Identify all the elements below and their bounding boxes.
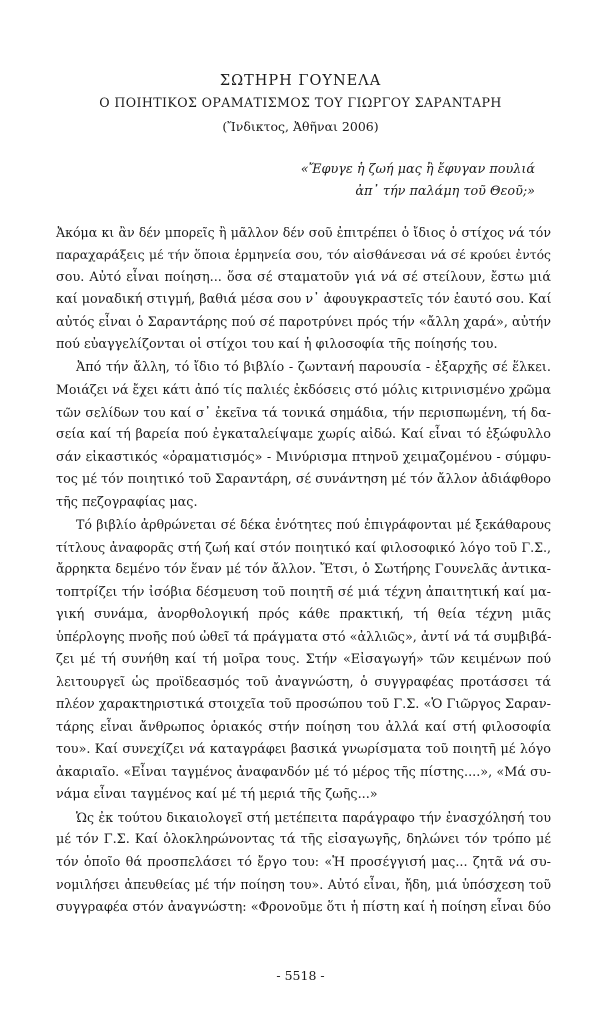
text-line: ἀκαριαῖο. «Εἶναι ταγμένος ἀναφανδόν μέ τό μέρος τῆς πίστης....», «Μά συ- (56, 765, 551, 780)
article-title: Ο ΠΟΙΗΤΙΚΟΣ ΟΡΑΜΑΤΙΣΜΟΣ ΤΟΥ ΓΙΩΡΓΟΥ ΣΑΡΑΝΤΑΡΗ (99, 95, 502, 110)
text-line: τοπτρίζει τήν ἰσόβια δέσμευση τοῦ ποιητῆ σέ μιά τέχνη ἀπαιτητική καί μα- (56, 585, 551, 600)
text-line: πλέον χαρακτηριστικά στοιχεῖα τοῦ προσώπου τοῦ Γ.Σ. «Ὁ Γιῶργος Σαραν- (56, 697, 551, 712)
page-number: - 5518 - (276, 968, 325, 983)
text-line: νομιλήσει ἀπευθείας μέ τήν ποίηση του». Αὐτό εἶναι, ἤδη, μιά ὑπόσχεση τοῦ (56, 877, 551, 892)
text-line: τάρης εἶναι ἄνθρωπος ὁριακός στήν ποίηση του ἀλλά καί στή φιλοσοφία (56, 720, 551, 735)
text-line: πού εὐαγγελίζονται οἱ στίχοι του καί ἡ φιλοσοφία τῆς ποίησής του. (56, 337, 498, 352)
text-line: γική συνάμα, ἀνορθολογική πρός κάθε πρακτική, τή θεία τέχνη μιᾶς (56, 607, 551, 622)
text-line: ὑπέρλογης πνοῆς πού ὠθεῖ τά πράγματα στό «ἀλλιῶς», ἀντί νά τά συμβιβά- (56, 630, 552, 645)
text-line: Μοιάζει νά ἔχει κάτι ἀπό τίς παλιές ἐκδόσεις στό μόλις κιτρινισμένο χρῶμα (56, 382, 551, 397)
epigraph-line: «Ἔφυγε ἡ ζωή μας ἢ ἔφυγαν πουλιά (300, 162, 535, 177)
author-heading: ΣΩΤΗΡΗ ΓΟΥΝΕΛΑ (219, 73, 382, 89)
text-line: Ἀκόμα κι ἂν δέν μπορεῖς ἢ μᾶλλον δέν σοῦ ἐπιτρέπει ὁ ἴδιος ὁ στίχος νά τόν (56, 225, 551, 240)
text-line: του». Καί συνεχίζει νά καταγράφει βασικά γνωρίσματα τοῦ ποιητῆ μέ λόγο (56, 742, 551, 757)
text-line: ζει μέ τή συνήθη καί τή μοῖρα τους. Στήν «Εἰσαγωγή» τῶν κειμένων πού (56, 652, 551, 667)
text-line: μέ τόν Γ.Σ. Καί ὁλοκληρώνοντας τά τῆς εἰσαγωγῆς, δηλώνει τόν τρόπο μέ (56, 832, 551, 847)
text-line: τῆς πεζογραφίας μας. (56, 495, 198, 510)
text-line: τος μέ τόν ποιητικό τοῦ Σαραντάρη, σέ συνάντηση μέ τόν ἄλλον ἀδιάφθορο (56, 472, 551, 487)
text-line: σου. Αὐτό εἶναι ποίηση... ὅσα σέ σταματοῦν γιά νά σέ στείλουν, ἔστω μιά (56, 270, 551, 285)
text-line: Τό βιβλίο ἀρθρώνεται σέ δέκα ἑνότητες πού ἐπιγράφονται μέ ξεκάθαρους (76, 517, 551, 532)
text-line: ἄρρηκτα δεμένο τόν ἕναν μέ τόν ἄλλον. Ἔτσι, ὁ Σωτήρης Γουνελᾶς ἀντικα- (56, 562, 551, 577)
text-line: τόν ὁποῖο θά προσπελάσει τό ἔργο του: «Ἡ προσέγγισή μας... ζητᾶ νά συ- (56, 855, 551, 870)
text-line: αὐτός εἶναι ὁ Σαραντάρης πού σέ παροτρύνει πρός τήν «ἄλλη χαρά», αὐτήν (56, 315, 551, 330)
text-line: τῶν σελίδων του καί σ᾽ ἐκεῖνα τά τονικά σημάδια, τήν περισπωμένη, τή δα- (56, 405, 551, 420)
text-line: νάμα εἶναι ταγμένος καί μέ τή μεριά τῆς ζωῆς...» (56, 787, 378, 802)
text-line: σάν εἰκαστικός «ὁραματισμός» - Μινύρισμα πτηνοῦ χειμαζομένου - σύμφυ- (56, 450, 551, 465)
text-line: Ἀπό τήν ἄλλη, τό ἴδιο τό βιβλίο - ζωντανή παρουσία - ἐξαρχῆς σέ ἕλκει. (76, 360, 551, 375)
text-line: καί μοναδική στιγμή, βαθιά μέσα σου ν᾽ ἀφουγκραστεῖς τόν ἑαυτό σου. Καί (56, 292, 552, 307)
text-line: σεία καί τή βαρεία πού ἐγκαταλείψαμε χωρίς αἰδώ. Καί εἶναι τό ἐξώφυλλο (56, 427, 551, 442)
text-line: συγγραφέα στόν ἀναγνώστη: «Φρονοῦμε ὅτι ἡ πίστη καί ἡ ποίηση εἶναι δύο (56, 900, 551, 915)
publication-info: (Ἴνδικτος, Ἀθῆναι 2006) (222, 119, 379, 134)
text-line: παραχαράξεις μέ τήν ὅποια ἑρμηνεία σου, τόν αἰσθάνεσαι νά σέ κρούει ἐντός (56, 247, 551, 262)
text-line: Ὡς ἐκ τούτου δικαιολογεῖ στή μετέπειτα παράγραφο τήν ἐνασχόλησή του (76, 810, 551, 825)
text-line: τίτλους ἀναφορᾶς στή ζωή καί στόν ποιητικό καί φιλοσοφικό λόγο τοῦ Γ.Σ., (56, 540, 551, 555)
text-line: λειτουργεῖ ὡς προϊδεασμός τοῦ ἀναγνώστη, ὁ συγγραφέας προτάσσει τά (56, 675, 551, 690)
epigraph-line: ἀπ᾽ τήν παλάμη τοῦ Θεοῦ;» (355, 184, 535, 199)
